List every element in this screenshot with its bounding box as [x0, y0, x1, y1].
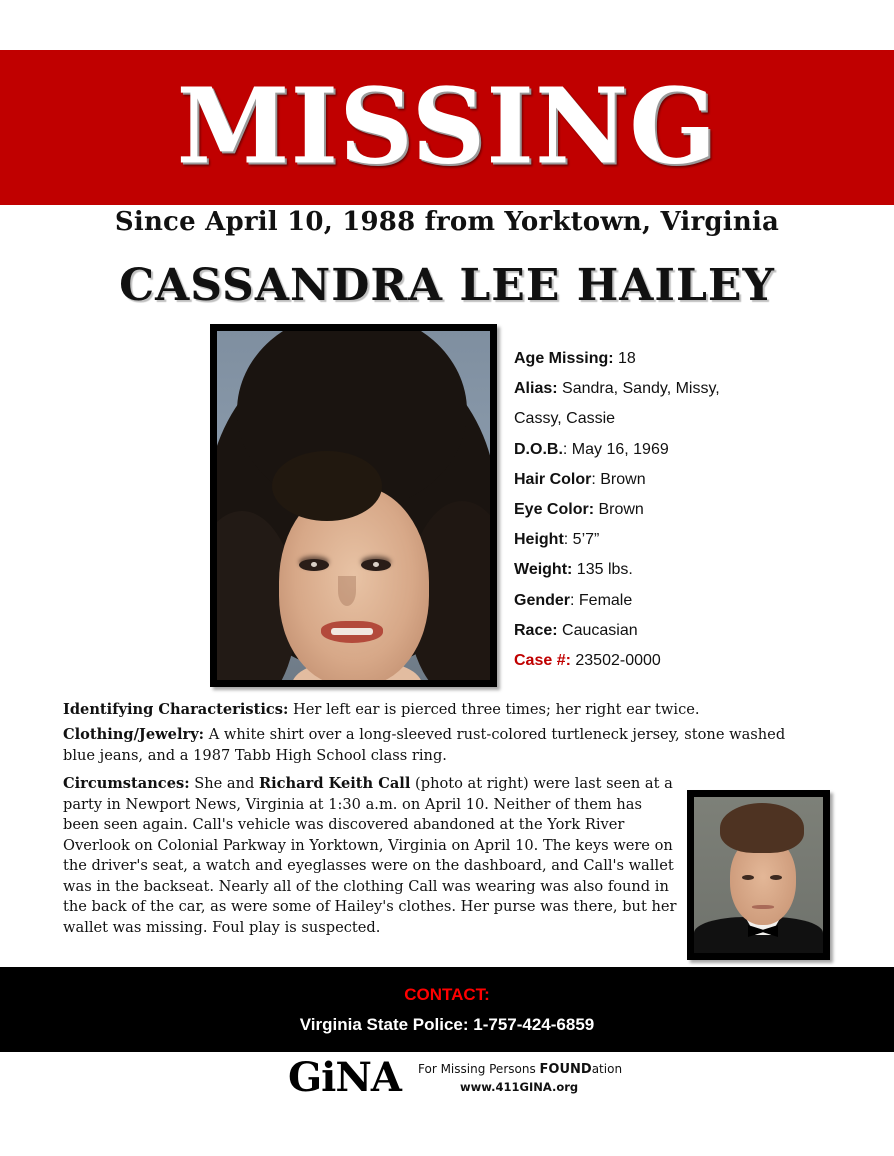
contact-phone: Virginia State Police: 1-757-424-6859 — [299, 1015, 595, 1034]
section-text: A white shirt over a long-sleeved rust-colored turtleneck jersey, stone washed blue jeans, and a 1987 Tabb High School class ring. — [63, 726, 786, 764]
contact-band — [0, 967, 894, 1052]
detail-value: Sandra, Sandy, Missy, — [557, 380, 720, 398]
gina-logo-mark: GiNA — [288, 1054, 401, 1101]
detail-value: Cassy, Cassie — [514, 410, 616, 428]
gina-tagline: For Missing Persons FOUNDation — [418, 1062, 623, 1077]
main-photo — [210, 324, 497, 687]
detail-height — [514, 525, 774, 555]
detail-value: Caucasian — [557, 621, 638, 639]
detail-eye-color — [514, 495, 774, 525]
detail-value: Brown — [594, 500, 644, 518]
detail-value: : Brown — [591, 470, 646, 488]
detail-label: Gender — [514, 591, 571, 609]
person-details — [514, 344, 774, 676]
circumstances — [63, 774, 681, 938]
detail-label: Case #: — [514, 651, 571, 669]
detail-label: Height — [514, 531, 564, 549]
gina-footer-logo — [288, 1054, 628, 1104]
companion-portrait-image — [694, 797, 823, 953]
identifying-characteristics — [63, 700, 803, 721]
detail-alias — [514, 374, 774, 404]
section-text: Her left ear is pierced three times; her right ear twice. — [288, 701, 700, 718]
detail-value: 135 lbs. — [572, 561, 633, 579]
detail-weight — [514, 555, 774, 585]
section-label: Circumstances: — [63, 775, 190, 792]
companion-name: Richard Keith Call — [259, 775, 411, 792]
person-name: CASSANDRA LEE HAILEY — [119, 260, 775, 311]
detail-label: Age Missing: — [514, 350, 614, 367]
detail-value: 18 — [613, 350, 636, 367]
detail-dob — [514, 435, 774, 465]
detail-value: : May 16, 1969 — [562, 440, 669, 458]
missing-since-subtitle: Since April 10, 1988 from Yorktown, Virginia — [114, 207, 780, 237]
portrait-image — [217, 331, 490, 680]
detail-label: D.O.B. — [514, 440, 563, 458]
detail-label: Eye Color: — [514, 500, 595, 518]
detail-hair-color — [514, 465, 774, 495]
detail-value: : 5’7” — [563, 531, 600, 549]
clothing-jewelry — [63, 725, 803, 766]
contact-label: CONTACT: — [404, 985, 490, 1004]
section-text: (photo at right) were last seen at a party in Newport News, Virginia at 1:30 a.m. on April 10. Neither of them has been seen again. Call's vehicle was discovered abandoned at the York River Overlook on Colonial Parkway in Yorktown, Virginia on April 10. The keys were on the driver's seat, a watch and eyeglasses were on the dashboard, and Call's wallet was in the backseat. Nearly all of the clothing Call was wearing was also found in the back of the car, as were some of Hailey's clothes. Her purse was there, but her wallet was missing. Foul play is suspected. — [63, 775, 677, 936]
detail-label: Hair Color — [514, 470, 592, 488]
section-label: Clothing/Jewelry: — [63, 726, 205, 743]
companion-photo — [687, 790, 830, 960]
detail-value: : Female — [570, 591, 633, 609]
detail-age-missing — [514, 344, 774, 374]
detail-race — [514, 616, 774, 646]
section-label: Identifying Characteristics: — [63, 701, 289, 718]
banner-title: MISSING — [176, 65, 718, 189]
detail-case-number — [514, 646, 774, 676]
detail-label: Alias: — [514, 380, 558, 398]
detail-value: 23502-0000 — [570, 651, 661, 669]
missing-banner — [0, 50, 894, 205]
gina-website-link[interactable]: www.411GINA.org — [460, 1080, 579, 1094]
detail-gender — [514, 586, 774, 616]
detail-alias-continued — [514, 404, 774, 434]
detail-label: Weight: — [514, 561, 573, 579]
detail-label: Race: — [514, 621, 558, 639]
section-text: She and — [189, 775, 259, 792]
